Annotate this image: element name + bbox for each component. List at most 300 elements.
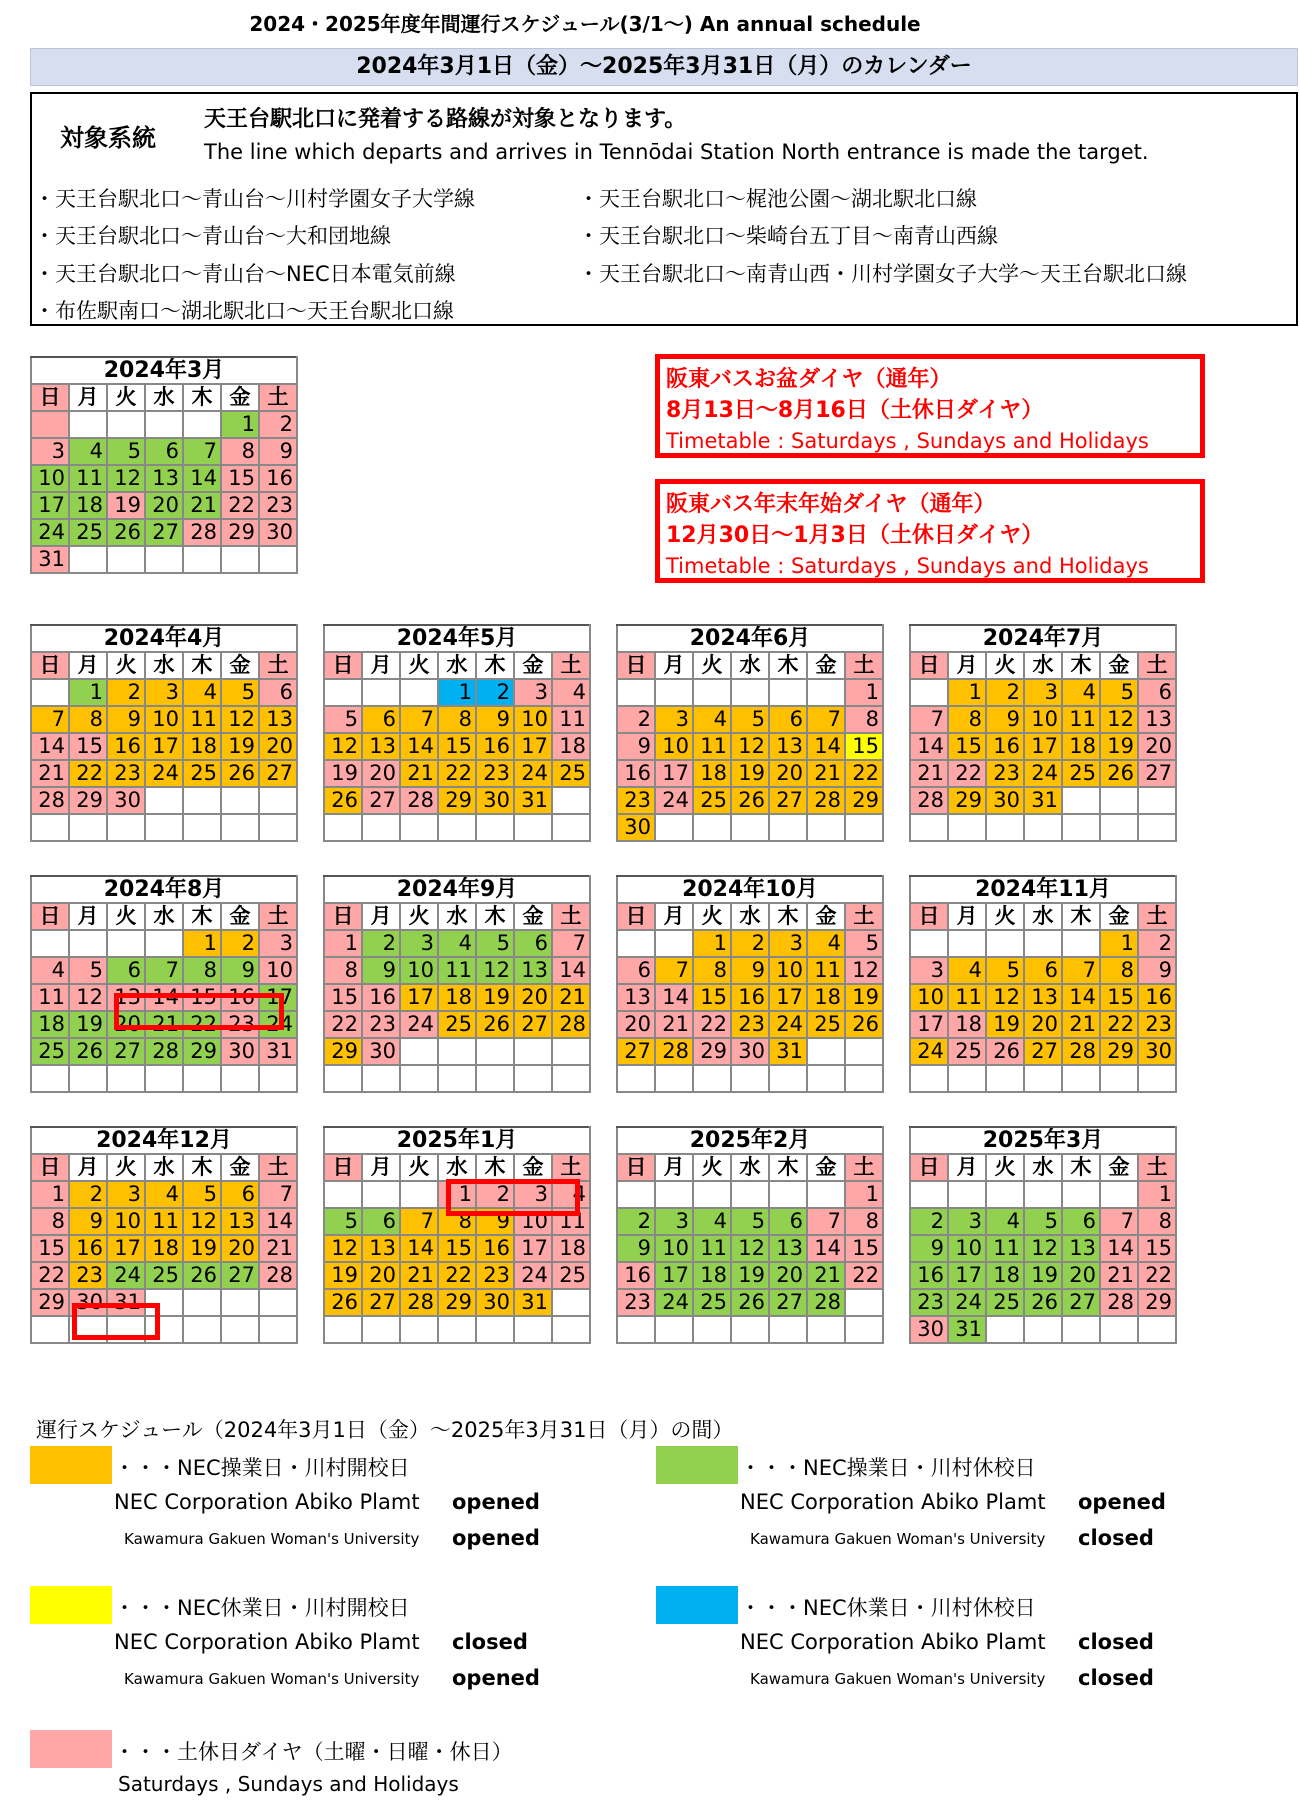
weekday-header: 木 xyxy=(183,652,221,679)
day-cell: 10 xyxy=(259,957,297,984)
day-cell: 27 xyxy=(1138,760,1176,787)
day-cell: 9 xyxy=(910,1235,948,1262)
day-cell: 18 xyxy=(31,1011,69,1038)
day-cell: 24 xyxy=(31,519,69,546)
empty-cell xyxy=(1100,787,1138,814)
day-cell: 3 xyxy=(145,679,183,706)
weekday-header: 水 xyxy=(731,1154,769,1181)
notice-english: Timetable : Saturdays , Sundays and Holidays xyxy=(666,554,1149,578)
day-cell: 2 xyxy=(362,930,400,957)
notice-dates: 12月30日～1月3日（土休日ダイヤ） xyxy=(666,523,1044,548)
day-cell: 21 xyxy=(400,760,438,787)
day-cell: 22 xyxy=(948,760,986,787)
day-cell: 3 xyxy=(910,957,948,984)
weekday-header: 金 xyxy=(807,1154,845,1181)
legend-swatch-green xyxy=(656,1446,738,1484)
day-cell: 23 xyxy=(69,1262,107,1289)
month-calendar xyxy=(909,624,1177,842)
day-cell: 27 xyxy=(514,1011,552,1038)
day-cell: 16 xyxy=(476,1235,514,1262)
weekday-header: 日 xyxy=(31,1154,69,1181)
day-cell: 11 xyxy=(1062,706,1100,733)
day-cell: 28 xyxy=(910,787,948,814)
empty-cell xyxy=(259,1316,297,1343)
day-cell: 2 xyxy=(107,679,145,706)
day-cell: 9 xyxy=(617,733,655,760)
empty-cell xyxy=(986,930,1024,957)
day-cell: 25 xyxy=(552,760,590,787)
day-cell: 15 xyxy=(845,733,883,760)
day-cell: 26 xyxy=(731,787,769,814)
day-cell: 13 xyxy=(259,706,297,733)
empty-cell xyxy=(259,546,297,573)
day-cell: 4 xyxy=(1062,679,1100,706)
day-cell: 20 xyxy=(1062,1262,1100,1289)
day-cell: 31 xyxy=(107,1289,145,1316)
day-cell: 11 xyxy=(693,1235,731,1262)
obon-highlight xyxy=(114,993,284,1030)
empty-cell xyxy=(259,787,297,814)
day-cell: 30 xyxy=(69,1289,107,1316)
day-cell: 16 xyxy=(69,1235,107,1262)
day-cell: 30 xyxy=(107,787,145,814)
empty-cell xyxy=(986,814,1024,841)
day-cell: 13 xyxy=(769,733,807,760)
day-cell: 24 xyxy=(514,760,552,787)
day-cell: 24 xyxy=(910,1038,948,1065)
empty-cell xyxy=(552,1038,590,1065)
day-cell: 16 xyxy=(617,1262,655,1289)
empty-cell xyxy=(324,1065,362,1092)
target-heading: 天王台駅北口に発着する路線が対象となります。 xyxy=(204,107,687,132)
empty-cell xyxy=(1100,1065,1138,1092)
empty-cell xyxy=(655,1181,693,1208)
day-cell: 5 xyxy=(324,1208,362,1235)
day-cell: 2 xyxy=(476,1181,514,1208)
legend-title: 運行スケジュール（2024年3月1日（金）～2025年3月31日（月）の間） xyxy=(36,1418,734,1442)
empty-cell xyxy=(400,1316,438,1343)
day-cell: 9 xyxy=(617,1235,655,1262)
weekday-header: 日 xyxy=(324,1154,362,1181)
day-cell: 18 xyxy=(948,1011,986,1038)
weekday-header: 月 xyxy=(69,652,107,679)
day-cell: 18 xyxy=(986,1262,1024,1289)
month-title: 2024年11月 xyxy=(910,876,1176,903)
day-cell: 8 xyxy=(845,1208,883,1235)
empty-cell xyxy=(324,1181,362,1208)
day-cell: 13 xyxy=(769,1235,807,1262)
empty-cell xyxy=(948,1065,986,1092)
weekday-header: 水 xyxy=(145,384,183,411)
day-cell: 25 xyxy=(693,787,731,814)
day-cell: 26 xyxy=(324,787,362,814)
day-cell: 4 xyxy=(31,957,69,984)
route-item: ・布佐駅南口～湖北駅北口～天王台駅北口線 xyxy=(34,299,454,323)
legend-swatch-pink xyxy=(30,1730,112,1768)
day-cell: 6 xyxy=(769,1208,807,1235)
legend-univ-status: opened xyxy=(452,1666,540,1690)
weekday-header: 日 xyxy=(910,652,948,679)
day-cell: 10 xyxy=(400,957,438,984)
day-cell: 24 xyxy=(400,1011,438,1038)
day-cell: 3 xyxy=(655,1208,693,1235)
day-cell: 10 xyxy=(514,706,552,733)
route-item: ・天王台駅北口～南青山西・川村学園女子大学～天王台駅北口線 xyxy=(578,262,1187,286)
empty-cell xyxy=(769,1065,807,1092)
day-cell: 29 xyxy=(438,1289,476,1316)
day-cell: 25 xyxy=(31,1038,69,1065)
day-cell: 20 xyxy=(221,1235,259,1262)
day-cell: 15 xyxy=(845,1235,883,1262)
day-cell: 23 xyxy=(476,760,514,787)
legend-nec: NEC Corporation Abiko Plamt xyxy=(114,1630,420,1654)
empty-cell xyxy=(910,814,948,841)
empty-cell xyxy=(807,679,845,706)
empty-cell xyxy=(145,930,183,957)
day-cell: 17 xyxy=(655,1262,693,1289)
route-item: ・天王台駅北口～柴崎台五丁目～南青山西線 xyxy=(578,224,998,248)
empty-cell xyxy=(807,1065,845,1092)
weekday-header: 日 xyxy=(324,652,362,679)
day-cell: 21 xyxy=(655,1011,693,1038)
day-cell: 2 xyxy=(69,1181,107,1208)
day-cell: 14 xyxy=(145,984,183,1011)
day-cell: 31 xyxy=(769,1038,807,1065)
day-cell: 21 xyxy=(400,1262,438,1289)
month-title: 2024年9月 xyxy=(324,876,590,903)
day-cell: 4 xyxy=(948,957,986,984)
day-cell: 4 xyxy=(145,1181,183,1208)
day-cell: 8 xyxy=(221,438,259,465)
empty-cell xyxy=(910,930,948,957)
day-cell: 28 xyxy=(400,1289,438,1316)
weekday-header: 月 xyxy=(655,1154,693,1181)
day-cell: 26 xyxy=(69,1038,107,1065)
weekday-header: 金 xyxy=(221,903,259,930)
weekday-header: 木 xyxy=(183,903,221,930)
day-cell: 11 xyxy=(31,984,69,1011)
day-cell: 29 xyxy=(693,1038,731,1065)
day-cell: 28 xyxy=(400,787,438,814)
weekday-header: 水 xyxy=(438,1154,476,1181)
weekday-header: 金 xyxy=(1100,903,1138,930)
weekday-header: 日 xyxy=(31,652,69,679)
day-cell: 13 xyxy=(514,957,552,984)
year-end-highlight xyxy=(72,1303,160,1340)
weekday-header: 火 xyxy=(986,652,1024,679)
weekday-header: 土 xyxy=(845,1154,883,1181)
day-cell: 25 xyxy=(986,1289,1024,1316)
day-cell: 27 xyxy=(259,760,297,787)
day-cell: 7 xyxy=(400,706,438,733)
day-cell: 23 xyxy=(617,1289,655,1316)
day-cell: 28 xyxy=(145,1038,183,1065)
weekday-header: 金 xyxy=(514,1154,552,1181)
day-cell: 13 xyxy=(145,465,183,492)
month-calendar xyxy=(30,1126,298,1344)
day-cell: 12 xyxy=(1100,706,1138,733)
legend-nec-status: closed xyxy=(452,1630,528,1654)
day-cell: 19 xyxy=(324,760,362,787)
weekday-header: 金 xyxy=(221,652,259,679)
day-cell: 15 xyxy=(324,984,362,1011)
day-cell: 20 xyxy=(145,492,183,519)
legend-label: ・・・NEC休業日・川村休校日 xyxy=(740,1596,1036,1620)
day-cell: 24 xyxy=(769,1011,807,1038)
empty-cell xyxy=(69,1065,107,1092)
day-cell: 8 xyxy=(1100,957,1138,984)
day-cell: 11 xyxy=(552,706,590,733)
day-cell: 15 xyxy=(221,465,259,492)
day-cell: 19 xyxy=(69,1011,107,1038)
day-cell: 8 xyxy=(324,957,362,984)
day-cell: 22 xyxy=(693,1011,731,1038)
day-cell: 5 xyxy=(731,1208,769,1235)
day-cell: 24 xyxy=(107,1262,145,1289)
empty-cell xyxy=(145,1065,183,1092)
day-cell: 5 xyxy=(69,957,107,984)
day-cell: 12 xyxy=(324,733,362,760)
day-cell: 28 xyxy=(655,1038,693,1065)
day-cell: 31 xyxy=(514,1289,552,1316)
day-cell: 13 xyxy=(617,984,655,1011)
weekday-header: 火 xyxy=(400,903,438,930)
legend-nec: NEC Corporation Abiko Plamt xyxy=(114,1490,420,1514)
empty-cell xyxy=(769,1316,807,1343)
day-cell: 3 xyxy=(514,679,552,706)
month-title: 2024年10月 xyxy=(617,876,883,903)
empty-cell xyxy=(948,930,986,957)
day-cell: 7 xyxy=(400,1208,438,1235)
weekday-header: 火 xyxy=(986,1154,1024,1181)
empty-cell xyxy=(986,1065,1024,1092)
day-cell: 18 xyxy=(1062,733,1100,760)
day-cell: 13 xyxy=(1062,1235,1100,1262)
day-cell: 10 xyxy=(31,465,69,492)
empty-cell xyxy=(107,411,145,438)
empty-cell xyxy=(31,930,69,957)
day-cell: 6 xyxy=(617,957,655,984)
weekday-header: 水 xyxy=(145,1154,183,1181)
empty-cell xyxy=(324,814,362,841)
day-cell: 4 xyxy=(693,1208,731,1235)
empty-cell xyxy=(552,1289,590,1316)
legend-label: ・・・NEC休業日・川村開校日 xyxy=(114,1596,410,1620)
day-cell: 23 xyxy=(986,760,1024,787)
day-cell: 26 xyxy=(221,760,259,787)
day-cell: 27 xyxy=(107,1038,145,1065)
day-cell: 8 xyxy=(693,957,731,984)
day-cell: 5 xyxy=(324,706,362,733)
day-cell: 1 xyxy=(324,930,362,957)
empty-cell xyxy=(183,1065,221,1092)
empty-cell xyxy=(31,814,69,841)
empty-cell xyxy=(731,1181,769,1208)
empty-cell xyxy=(1024,1181,1062,1208)
month-calendar xyxy=(323,624,591,842)
day-cell: 6 xyxy=(259,679,297,706)
day-cell: 22 xyxy=(438,1262,476,1289)
day-cell: 29 xyxy=(69,787,107,814)
day-cell: 17 xyxy=(769,984,807,1011)
day-cell: 17 xyxy=(655,760,693,787)
day-cell: 14 xyxy=(655,984,693,1011)
weekday-header: 月 xyxy=(362,1154,400,1181)
day-cell: 4 xyxy=(69,438,107,465)
legend-swatch-orange xyxy=(30,1446,112,1484)
day-cell: 4 xyxy=(552,679,590,706)
day-cell: 29 xyxy=(221,519,259,546)
empty-cell xyxy=(693,814,731,841)
empty-cell xyxy=(655,1065,693,1092)
day-cell: 17 xyxy=(400,984,438,1011)
empty-cell xyxy=(145,787,183,814)
day-cell: 18 xyxy=(552,733,590,760)
day-cell: 1 xyxy=(438,1181,476,1208)
day-cell: 3 xyxy=(769,930,807,957)
day-cell: 28 xyxy=(31,787,69,814)
day-cell: 22 xyxy=(845,760,883,787)
day-cell: 16 xyxy=(731,984,769,1011)
empty-cell xyxy=(476,814,514,841)
day-cell: 26 xyxy=(1100,760,1138,787)
day-cell: 6 xyxy=(514,930,552,957)
day-cell: 16 xyxy=(259,465,297,492)
day-cell: 17 xyxy=(145,733,183,760)
weekday-header: 土 xyxy=(552,652,590,679)
day-cell: 30 xyxy=(259,519,297,546)
weekday-header: 火 xyxy=(400,1154,438,1181)
empty-cell xyxy=(617,1316,655,1343)
page-title: 2024・2025年度年間運行スケジュール(3/1～) An annual schedule xyxy=(249,12,921,36)
empty-cell xyxy=(69,814,107,841)
day-cell: 20 xyxy=(362,760,400,787)
day-cell: 26 xyxy=(183,1262,221,1289)
day-cell: 6 xyxy=(107,957,145,984)
day-cell: 9 xyxy=(476,1208,514,1235)
empty-cell xyxy=(221,814,259,841)
day-cell: 9 xyxy=(476,706,514,733)
day-cell: 22 xyxy=(69,760,107,787)
weekday-header: 土 xyxy=(259,903,297,930)
day-cell: 9 xyxy=(731,957,769,984)
day-cell: 11 xyxy=(438,957,476,984)
day-cell: 27 xyxy=(1062,1289,1100,1316)
day-cell: 17 xyxy=(910,1011,948,1038)
empty-cell xyxy=(221,1065,259,1092)
weekday-header: 水 xyxy=(1024,652,1062,679)
empty-cell xyxy=(948,814,986,841)
day-cell: 21 xyxy=(31,760,69,787)
empty-cell xyxy=(910,1181,948,1208)
empty-cell xyxy=(1062,1181,1100,1208)
day-cell: 7 xyxy=(259,1181,297,1208)
day-cell: 19 xyxy=(476,984,514,1011)
day-cell: 14 xyxy=(183,465,221,492)
day-cell: 14 xyxy=(1100,1235,1138,1262)
legend-univ: Kawamura Gakuen Woman's University xyxy=(124,1530,420,1548)
day-cell: 3 xyxy=(1024,679,1062,706)
day-cell: 8 xyxy=(845,706,883,733)
day-cell: 5 xyxy=(731,706,769,733)
weekday-header: 日 xyxy=(324,903,362,930)
notice-dates: 8月13日～8月16日（土休日ダイヤ） xyxy=(666,398,1044,423)
day-cell: 18 xyxy=(693,760,731,787)
day-cell: 1 xyxy=(1138,1181,1176,1208)
weekday-header: 木 xyxy=(769,652,807,679)
day-cell: 24 xyxy=(259,1011,297,1038)
day-cell: 4 xyxy=(807,930,845,957)
day-cell: 25 xyxy=(807,1011,845,1038)
day-cell: 22 xyxy=(845,1262,883,1289)
month-calendar xyxy=(323,875,591,1093)
day-cell: 8 xyxy=(438,706,476,733)
empty-cell xyxy=(221,1289,259,1316)
weekday-header: 木 xyxy=(1062,1154,1100,1181)
day-cell: 13 xyxy=(362,733,400,760)
weekday-header: 火 xyxy=(693,1154,731,1181)
day-cell: 19 xyxy=(731,1262,769,1289)
day-cell: 2 xyxy=(910,1208,948,1235)
weekday-header: 金 xyxy=(807,903,845,930)
target-label: 対象系統 xyxy=(60,124,156,152)
empty-cell xyxy=(362,1065,400,1092)
empty-cell xyxy=(107,930,145,957)
empty-cell xyxy=(617,930,655,957)
weekday-header: 木 xyxy=(769,903,807,930)
day-cell: 12 xyxy=(731,1235,769,1262)
day-cell: 11 xyxy=(183,706,221,733)
empty-cell xyxy=(655,930,693,957)
day-cell: 2 xyxy=(986,679,1024,706)
day-cell: 30 xyxy=(362,1038,400,1065)
empty-cell xyxy=(655,1316,693,1343)
day-cell: 19 xyxy=(107,492,145,519)
day-cell: 6 xyxy=(362,1208,400,1235)
day-cell: 18 xyxy=(69,492,107,519)
day-cell: 21 xyxy=(145,1011,183,1038)
legend-univ-status: closed xyxy=(1078,1666,1154,1690)
weekday-header: 土 xyxy=(1138,652,1176,679)
day-cell: 20 xyxy=(107,1011,145,1038)
day-cell: 2 xyxy=(1138,930,1176,957)
day-cell: 16 xyxy=(476,733,514,760)
empty-cell xyxy=(514,814,552,841)
month-title: 2024年6月 xyxy=(617,625,883,652)
empty-cell xyxy=(324,679,362,706)
weekday-header: 土 xyxy=(552,903,590,930)
day-cell: 17 xyxy=(31,492,69,519)
day-cell: 1 xyxy=(693,930,731,957)
empty-cell xyxy=(31,679,69,706)
day-cell: 20 xyxy=(362,1262,400,1289)
day-cell: 7 xyxy=(31,706,69,733)
weekday-header: 木 xyxy=(476,1154,514,1181)
empty-cell xyxy=(324,1316,362,1343)
day-cell: 29 xyxy=(31,1289,69,1316)
day-cell: 27 xyxy=(1024,1038,1062,1065)
day-cell: 2 xyxy=(221,930,259,957)
day-cell: 31 xyxy=(259,1038,297,1065)
day-cell: 5 xyxy=(183,1181,221,1208)
day-cell: 23 xyxy=(362,1011,400,1038)
day-cell: 21 xyxy=(807,760,845,787)
day-cell: 6 xyxy=(362,706,400,733)
legend-nec-status: opened xyxy=(452,1490,540,1514)
day-cell: 27 xyxy=(769,1289,807,1316)
empty-cell xyxy=(693,1316,731,1343)
empty-cell xyxy=(1024,930,1062,957)
